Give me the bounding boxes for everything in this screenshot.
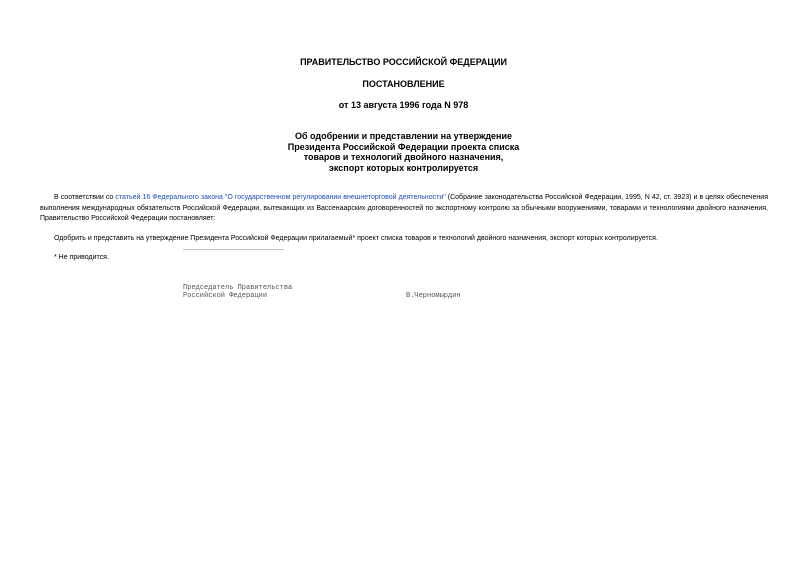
footnote-rule: ________________________ <box>183 244 284 252</box>
resolution-paragraph: Одобрить и представить на утверждение Президента Российской Федерации прилагаемый* проект списка товаров и технологий двойного назначения, экспорт которых контролируется. <box>54 235 658 242</box>
title-line-3: товаров и технологий двойного назначения, <box>303 152 504 163</box>
preamble-prefix: В соответствии со <box>54 194 116 201</box>
title-line-4: экспорт которых контролируется <box>328 162 479 173</box>
document-title <box>0 131 807 173</box>
government-heading: ПРАВИТЕЛЬСТВО РОССИЙСКОЙ ФЕДЕРАЦИИ <box>300 57 507 67</box>
document-type-heading: ПОСТАНОВЛЕНИЕ <box>362 79 445 89</box>
preamble-suffix: (Собрание законодательства Российской Федерации, 1995, N 42, ст. 3923) и в целях обеспечения выполнения международных обязательств Российской Федерации, вытекающих из Вассенаарских договоренностей по экспортному контролю за обычными вооружениями, товарами и технологиями двойного назначения, Правительство Российской Федерации постановляет: <box>40 194 768 222</box>
signature-title-line-2: Российской Федерации <box>183 292 268 300</box>
signature-title-line-1: Председатель Правительства <box>183 284 293 292</box>
footnote-text: * Не приводится. <box>54 254 109 261</box>
signature-name: В.Черномырдин <box>406 292 461 300</box>
title-line-2: Президента Российской Федерации проекта списка <box>287 141 520 152</box>
date-number-heading: от 13 августа 1996 года N 978 <box>338 100 469 110</box>
title-line-1: Об одобрении и представлении на утверждение <box>294 131 513 141</box>
law-article-link[interactable]: статьей 16 Федерального закона "О государственном регулировании внешнеторговой деятельности" <box>115 194 446 201</box>
preamble-paragraph <box>40 193 768 225</box>
